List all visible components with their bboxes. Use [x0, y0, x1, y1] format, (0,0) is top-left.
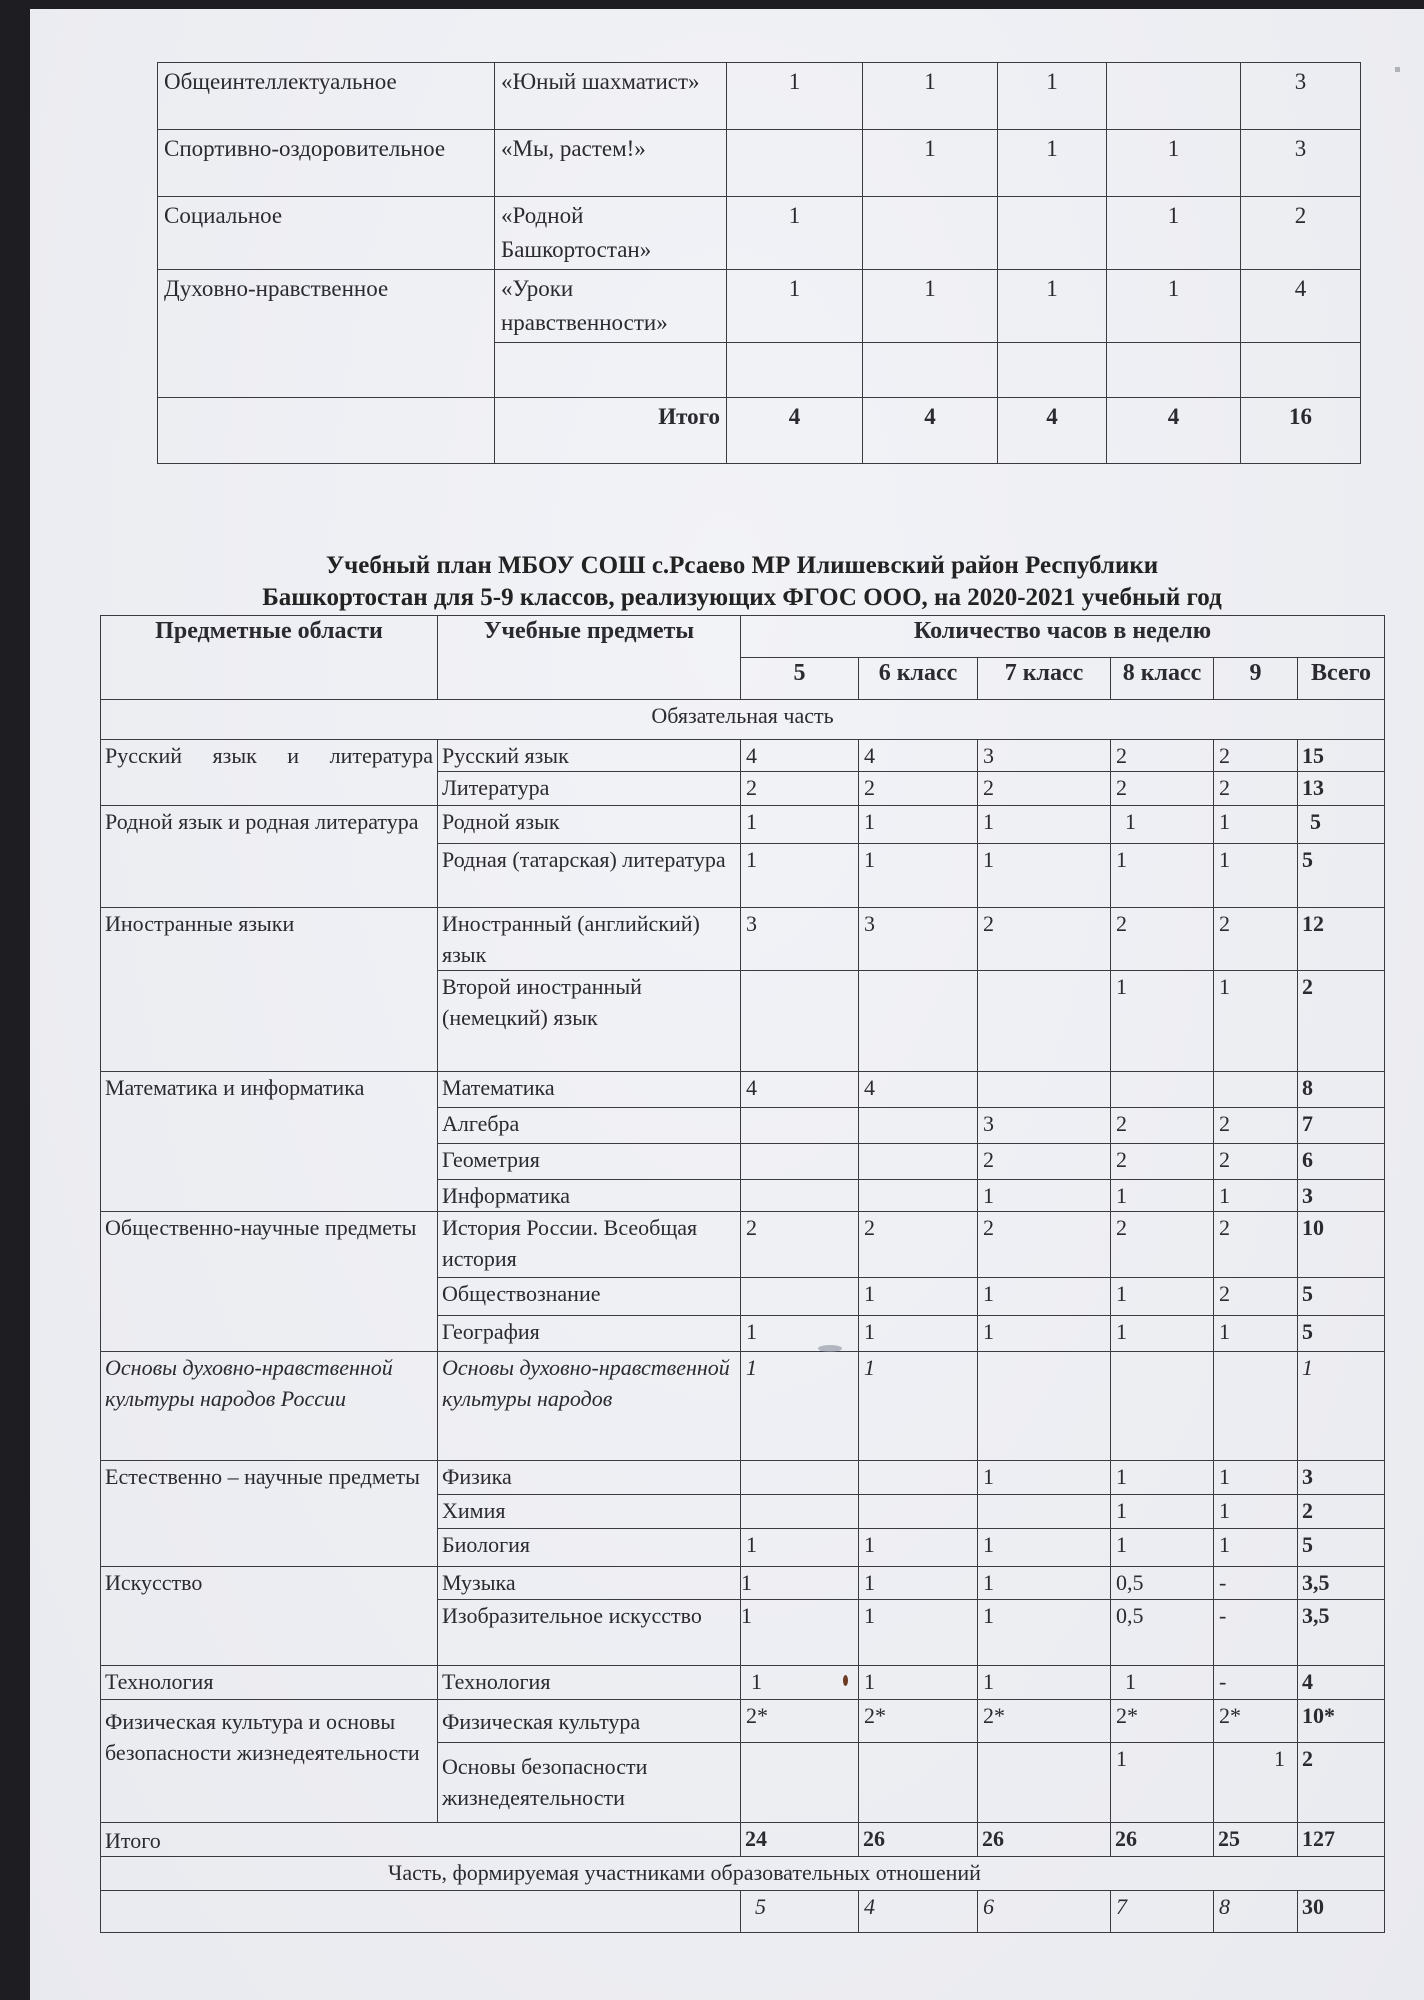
course-cell: «Мы, растем!»: [495, 130, 727, 197]
hours-cell: [978, 1072, 1111, 1108]
grand-total-value: 127: [1298, 1823, 1385, 1857]
area-cell: Общественно-научные предметы: [101, 1212, 438, 1352]
value-cell: [1107, 63, 1241, 130]
subject-cell: Технология: [438, 1666, 741, 1700]
total-value: 4: [1107, 398, 1241, 464]
value-cell: 1: [727, 63, 863, 130]
table-row: [158, 130, 1361, 197]
hours-cell: 1: [1111, 1666, 1214, 1700]
total-cell: 5: [1298, 1529, 1385, 1567]
value-cell: 1: [863, 130, 998, 197]
hours-cell: -: [1214, 1666, 1298, 1700]
hours-cell: 4: [859, 1891, 978, 1933]
hours-cell: 2: [1111, 740, 1214, 772]
subject-cell: Второй иностранный (немецкий) язык: [438, 971, 741, 1072]
value-cell: 1: [727, 197, 863, 270]
extracurricular-table: [157, 62, 1361, 464]
header-hours-per-week: Количество часов в неделю: [741, 616, 1385, 658]
mandatory-total-label: Итого: [101, 1823, 741, 1857]
header-row: [101, 616, 1385, 658]
grade-header: Всего: [1298, 658, 1385, 700]
hours-cell: 1: [741, 806, 859, 844]
hours-cell: 1: [978, 1461, 1111, 1495]
area-cell: Основы духовно-нравственной культуры народов России: [101, 1352, 438, 1461]
title-line-1: Учебный план МБОУ СОШ с.Рсаево МР Илишевский район Республики: [325, 552, 1159, 579]
subject-cell: Математика: [438, 1072, 741, 1108]
hours-cell: 1: [859, 1666, 978, 1700]
hours-cell: 1: [978, 844, 1111, 908]
hours-cell: 1: [1214, 971, 1298, 1072]
value-cell: 2: [1241, 197, 1361, 270]
subject-row: [101, 1212, 1385, 1278]
hours-cell: 1: [978, 1278, 1111, 1316]
value-cell: 4: [1241, 270, 1361, 343]
hours-cell: 1: [741, 844, 859, 908]
area-cell: Родной язык и родная литература: [101, 806, 438, 908]
hours-cell: 2: [1111, 772, 1214, 806]
hours-cell: 1: [859, 1567, 978, 1600]
hours-cell: 1: [1111, 1495, 1214, 1529]
value-cell: 1: [998, 130, 1107, 197]
total-label: Итого: [495, 398, 727, 464]
hours-cell: 1: [859, 1278, 978, 1316]
hours-cell: 1: [859, 1352, 978, 1461]
hours-cell: 1: [859, 806, 978, 844]
subject-cell: Биология: [438, 1529, 741, 1567]
hours-cell: 2: [859, 772, 978, 806]
hours-cell: [741, 971, 859, 1072]
hours-cell: 5: [741, 1891, 859, 1933]
hours-cell: 3: [741, 908, 859, 971]
table-row: [158, 63, 1361, 130]
hours-cell: 0,5: [1111, 1600, 1214, 1666]
hours-cell: 1: [1214, 844, 1298, 908]
hours-cell: 1: [978, 1666, 1111, 1700]
value-cell: 1: [1107, 197, 1241, 270]
hours-cell: [859, 1108, 978, 1144]
hours-cell: 1: [741, 1600, 859, 1666]
value-cell: 1: [1107, 130, 1241, 197]
area-cell: Технология: [101, 1666, 438, 1700]
hours-cell: 2: [1111, 1108, 1214, 1144]
hours-cell: 2: [1214, 1144, 1298, 1180]
hours-cell: 4: [859, 1072, 978, 1108]
hours-cell: 2: [741, 772, 859, 806]
subject-row: [101, 908, 1385, 971]
hours-cell: 2*: [1111, 1700, 1214, 1743]
hours-cell: [978, 971, 1111, 1072]
hours-cell: 1: [741, 1529, 859, 1567]
hours-cell: [1111, 1352, 1214, 1461]
hours-cell: 2: [978, 772, 1111, 806]
subject-row: [101, 1461, 1385, 1495]
hours-cell: 1: [1111, 1461, 1214, 1495]
hours-cell: 2: [1214, 908, 1298, 971]
total-value: 4: [863, 398, 998, 464]
hours-cell: 1: [978, 1316, 1111, 1352]
value-cell: [1107, 343, 1241, 398]
hours-cell: 1: [1214, 1180, 1298, 1212]
area-cell: Физическая культура и основы безопасности жизнедеятельности: [101, 1700, 438, 1823]
direction-cell: Общеинтеллектуальное: [158, 63, 495, 130]
hours-cell: 2*: [1214, 1700, 1298, 1743]
subject-row: [101, 1352, 1385, 1461]
value-cell: [998, 197, 1107, 270]
value-cell: [863, 343, 998, 398]
subject-row: [101, 1700, 1385, 1743]
hours-cell: [1214, 1352, 1298, 1461]
area-cell: Искусство: [101, 1567, 438, 1666]
total-cell: 5: [1298, 844, 1385, 908]
hours-cell: 4: [741, 1072, 859, 1108]
area-cell: Математика и информатика: [101, 1072, 438, 1212]
value-cell: 1: [863, 270, 998, 343]
subject-row: [101, 806, 1385, 844]
total-cell: 10: [1298, 1212, 1385, 1278]
hours-cell: [978, 1352, 1111, 1461]
total-cell: 3: [1298, 1461, 1385, 1495]
total-row: [158, 398, 1361, 464]
hours-cell: [741, 1144, 859, 1180]
hours-cell: 3: [859, 908, 978, 971]
value-cell: [727, 130, 863, 197]
subject-cell: Родной язык: [438, 806, 741, 844]
hours-cell: 2: [1214, 1108, 1298, 1144]
total-cell: 15: [1298, 740, 1385, 772]
hours-cell: 1: [741, 1352, 859, 1461]
subject-cell: Основы безопасности жизнедеятельности: [438, 1743, 741, 1823]
total-cell: 30: [1298, 1891, 1385, 1933]
total-cell: 3,5: [1298, 1567, 1385, 1600]
subject-row: [101, 1567, 1385, 1600]
total-cell: 6: [1298, 1144, 1385, 1180]
hours-cell: 1: [741, 1316, 859, 1352]
hours-cell: 1: [859, 1316, 978, 1352]
hours-cell: 3: [978, 1108, 1111, 1144]
empty-cell: [101, 1891, 741, 1933]
total-value: 25: [1214, 1823, 1298, 1857]
table-row: [158, 270, 1361, 343]
subject-row: [101, 740, 1385, 772]
grade-header: 7 класс: [978, 658, 1111, 700]
hours-cell: 1: [1111, 971, 1214, 1072]
hours-cell: [978, 1495, 1111, 1529]
hours-cell: [1214, 1072, 1298, 1108]
grade-header: 8 класс: [1111, 658, 1214, 700]
participants-part-row: [101, 1891, 1385, 1933]
participants-part-label: Часть, формируемая участниками образовательных отношений: [101, 1857, 1385, 1891]
value-cell: 3: [1241, 63, 1361, 130]
subject-cell: Родная (татарская) литература: [438, 844, 741, 908]
hours-cell: 2: [1214, 1212, 1298, 1278]
subject-cell: Физика: [438, 1461, 741, 1495]
total-cell: 10*: [1298, 1700, 1385, 1743]
hours-cell: 2: [741, 1212, 859, 1278]
subject-cell: Химия: [438, 1495, 741, 1529]
hours-cell: 1: [1111, 1316, 1214, 1352]
hours-cell: 2*: [978, 1700, 1111, 1743]
area-cell: Иностранные языки: [101, 908, 438, 1072]
total-value: 24: [741, 1823, 859, 1857]
subject-cell: Информатика: [438, 1180, 741, 1212]
hours-cell: 1: [859, 1529, 978, 1567]
total-value: 4: [998, 398, 1107, 464]
value-cell: [863, 197, 998, 270]
hours-cell: 3: [978, 740, 1111, 772]
hours-cell: [859, 1495, 978, 1529]
hours-cell: 1: [741, 1666, 859, 1700]
hours-cell: 1: [978, 1180, 1111, 1212]
hours-cell: 1: [1111, 1180, 1214, 1212]
total-cell: 13: [1298, 772, 1385, 806]
value-cell: 3: [1241, 130, 1361, 197]
document-title: [100, 550, 1384, 614]
hours-cell: 1: [1214, 1495, 1298, 1529]
scan-stain: [843, 1675, 848, 1686]
total-cell: 4: [1298, 1666, 1385, 1700]
hours-cell: [859, 1743, 978, 1823]
course-cell: [495, 343, 727, 398]
total-cell: 2: [1298, 971, 1385, 1072]
hours-cell: 1: [1214, 1529, 1298, 1567]
total-value: 26: [859, 1823, 978, 1857]
hours-cell: 1: [859, 1600, 978, 1666]
hours-cell: 1: [978, 806, 1111, 844]
hours-cell: 2: [1214, 1278, 1298, 1316]
course-cell: «Уроки нравственности»: [495, 270, 727, 343]
hours-cell: [741, 1495, 859, 1529]
total-cell: 7: [1298, 1108, 1385, 1144]
hours-cell: 1: [1111, 1743, 1214, 1823]
scan-smudge: [818, 1345, 842, 1352]
header-subjects: Учебные предметы: [438, 616, 741, 700]
hours-cell: 1: [1111, 806, 1214, 844]
hours-cell: [741, 1278, 859, 1316]
hours-cell: 1: [859, 844, 978, 908]
mandatory-total-row: [101, 1823, 1385, 1857]
title-line-2: Башкортостан для 5-9 классов, реализующих ФГОС ООО, на 2020-2021 учебный год: [262, 584, 1222, 611]
hours-cell: [1111, 1072, 1214, 1108]
subject-cell: Литература: [438, 772, 741, 806]
hours-cell: 1: [978, 1600, 1111, 1666]
subject-cell: Русский язык: [438, 740, 741, 772]
hours-cell: [859, 1180, 978, 1212]
hours-cell: 1: [1214, 1461, 1298, 1495]
hours-cell: [859, 1461, 978, 1495]
value-cell: 1: [1107, 270, 1241, 343]
hours-cell: [859, 1144, 978, 1180]
header-subject-area: Предметные области: [101, 616, 438, 700]
total-cell: 3,5: [1298, 1600, 1385, 1666]
total-cell: 1: [1298, 1352, 1385, 1461]
total-cell: 2: [1298, 1495, 1385, 1529]
value-cell: [727, 343, 863, 398]
curriculum-table: [100, 615, 1385, 1933]
hours-cell: 0,5: [1111, 1567, 1214, 1600]
subject-row: [101, 1666, 1385, 1700]
hours-cell: 1: [741, 1567, 859, 1600]
hours-cell: [741, 1180, 859, 1212]
total-value: 4: [727, 398, 863, 464]
hours-cell: 2: [1214, 772, 1298, 806]
value-cell: [998, 343, 1107, 398]
direction-cell: Спортивно-оздоровительное: [158, 130, 495, 197]
subject-cell: Изобразительное искусство: [438, 1600, 741, 1666]
table-row: [158, 197, 1361, 270]
total-cell: 3: [1298, 1180, 1385, 1212]
mandatory-part-label: Обязательная часть: [101, 700, 1385, 740]
value-cell: 1: [998, 63, 1107, 130]
hours-cell: 8: [1214, 1891, 1298, 1933]
hours-cell: 2: [1111, 908, 1214, 971]
total-cell: 5: [1298, 1278, 1385, 1316]
direction-cell: Духовно-нравственное: [158, 270, 495, 398]
hours-cell: 2: [978, 1212, 1111, 1278]
hours-cell: [741, 1461, 859, 1495]
hours-cell: [741, 1743, 859, 1823]
hours-cell: 2: [978, 1144, 1111, 1180]
value-cell: [1241, 343, 1361, 398]
hours-cell: 1: [1111, 1529, 1214, 1567]
hours-cell: 2: [978, 908, 1111, 971]
subject-cell: Обществознание: [438, 1278, 741, 1316]
total-value: 26: [1111, 1823, 1214, 1857]
hours-cell: [978, 1743, 1111, 1823]
section-row: [101, 1857, 1385, 1891]
total-cell: 12: [1298, 908, 1385, 971]
scan-speck: [1395, 67, 1400, 72]
subject-cell: Алгебра: [438, 1108, 741, 1144]
subject-cell: Геометрия: [438, 1144, 741, 1180]
hours-cell: 7: [1111, 1891, 1214, 1933]
area-cell: Русский язык и литература: [101, 740, 438, 806]
hours-cell: [859, 971, 978, 1072]
hours-cell: 1: [1214, 1316, 1298, 1352]
hours-cell: 1: [1111, 1278, 1214, 1316]
direction-cell: Социальное: [158, 197, 495, 270]
subject-cell: Иностранный (английский) язык: [438, 908, 741, 971]
hours-cell: 1: [978, 1567, 1111, 1600]
area-cell: Естественно – научные предметы: [101, 1461, 438, 1567]
hours-cell: 2*: [741, 1700, 859, 1743]
value-cell: 1: [727, 270, 863, 343]
total-value: 26: [978, 1823, 1111, 1857]
hours-cell: 1: [1214, 806, 1298, 844]
course-cell: «Юный шахматист»: [495, 63, 727, 130]
hours-cell: 2: [1214, 740, 1298, 772]
section-row: [101, 700, 1385, 740]
hours-cell: -: [1214, 1567, 1298, 1600]
value-cell: 1: [863, 63, 998, 130]
course-cell: «Родной Башкортостан»: [495, 197, 727, 270]
value-cell: 1: [998, 270, 1107, 343]
hours-cell: 1: [1214, 1743, 1298, 1823]
total-cell: 5: [1298, 1316, 1385, 1352]
subject-cell: Физическая культура: [438, 1700, 741, 1743]
total-value: 16: [1241, 398, 1361, 464]
hours-cell: 2: [1111, 1144, 1214, 1180]
total-cell: 8: [1298, 1072, 1385, 1108]
empty-cell: [158, 398, 495, 464]
hours-cell: 2*: [859, 1700, 978, 1743]
hours-cell: 6: [978, 1891, 1111, 1933]
subject-cell: Музыка: [438, 1567, 741, 1600]
grade-header: 6 класс: [859, 658, 978, 700]
subject-row: [101, 1072, 1385, 1108]
hours-cell: -: [1214, 1600, 1298, 1666]
hours-cell: 1: [1111, 844, 1214, 908]
hours-cell: [741, 1108, 859, 1144]
hours-cell: 1: [978, 1529, 1111, 1567]
hours-cell: 2: [859, 1212, 978, 1278]
subject-cell: История России. Всеобщая история: [438, 1212, 741, 1278]
hours-cell: 4: [859, 740, 978, 772]
grade-header: 9: [1214, 658, 1298, 700]
hours-cell: 4: [741, 740, 859, 772]
subject-cell: География: [438, 1316, 741, 1352]
total-cell: 2: [1298, 1743, 1385, 1823]
subject-cell: Основы духовно-нравственной культуры народов: [438, 1352, 741, 1461]
grade-header: 5: [741, 658, 859, 700]
total-cell: 5: [1298, 806, 1385, 844]
hours-cell: 2: [1111, 1212, 1214, 1278]
